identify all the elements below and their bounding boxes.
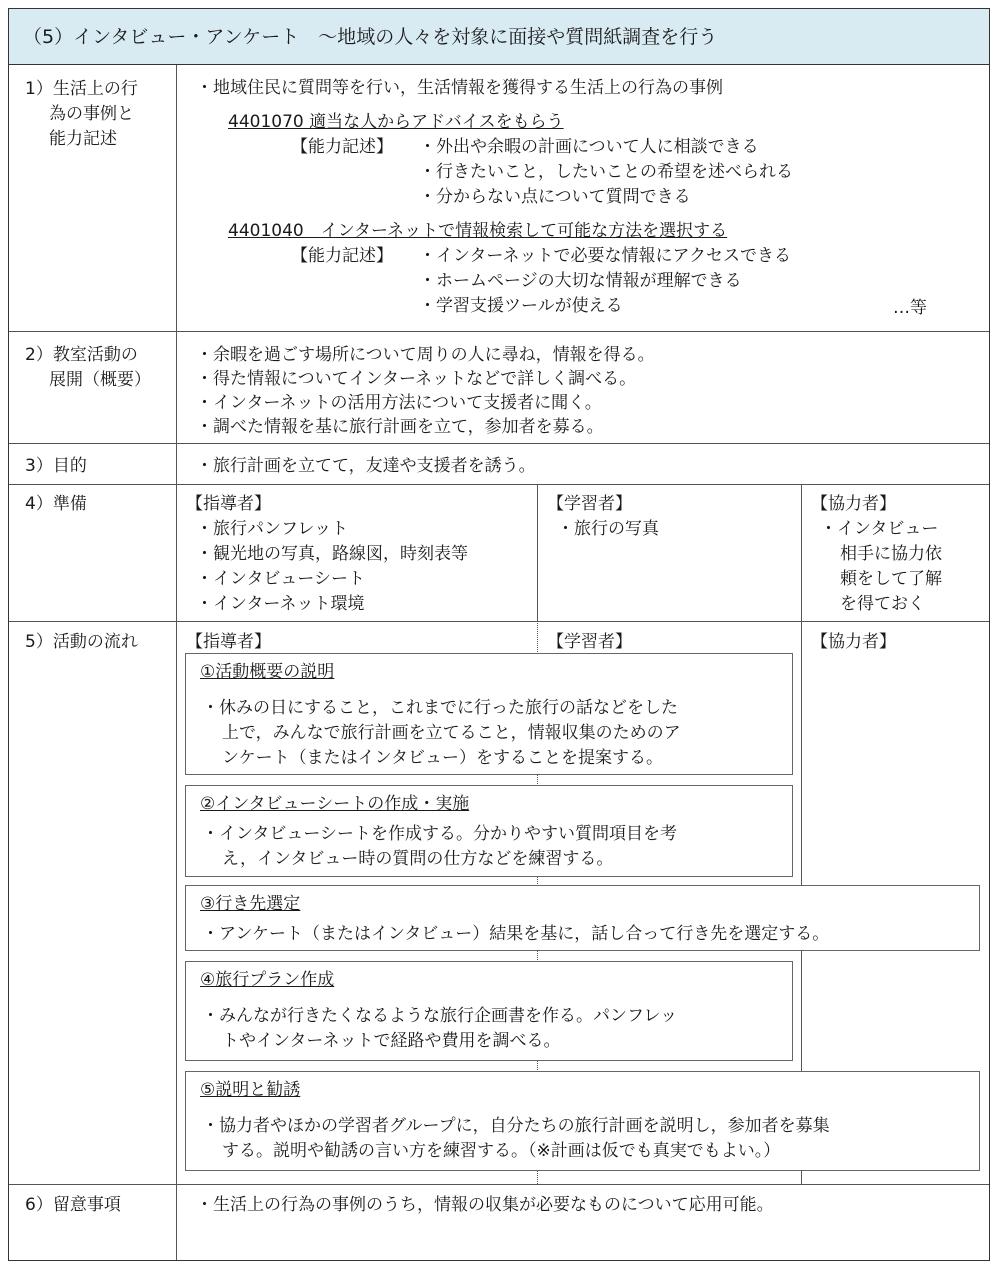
prep-item: ・旅行パンフレット: [196, 519, 349, 539]
etc-mark: …等: [893, 298, 927, 318]
step-title: ③行き先選定: [200, 894, 301, 914]
label-line: 2）教室活動の: [25, 345, 138, 365]
overview-item: ・得た情報についてインターネットなどで詳しく調べる。: [196, 369, 637, 389]
label-column-divider: [176, 65, 177, 1260]
label-line: 1）生活上の行: [25, 79, 138, 99]
step-title: ①活動概要の説明: [200, 662, 335, 682]
prep-item: ・旅行の写真: [557, 519, 659, 539]
document-table: [8, 8, 990, 1261]
ability-item: ・ホームページの大切な情報が理解できる: [419, 271, 742, 291]
example-heading: 4401070 適当な人からアドバイスをもらう: [228, 112, 564, 132]
step-title: ②インタビューシートの作成・実施: [200, 794, 470, 814]
step-box: [185, 885, 980, 951]
overview-item: ・インターネットの活用方法について支援者に聞く。: [196, 393, 602, 413]
cooperator-heading: 【協力者】: [811, 632, 896, 652]
step-line: ンケート（またはインタビュー）をすることを提案する。: [222, 748, 663, 768]
cooperator-heading: 【協力者】: [811, 494, 896, 514]
step-title: ⑤説明と勧誘: [200, 1080, 301, 1100]
step-box: [185, 961, 793, 1061]
step-box: [185, 785, 793, 877]
ability-item: ・外出や余暇の計画について人に相談できる: [419, 137, 759, 157]
column-divider: [537, 484, 538, 621]
step-line: ・みんなが行きたくなるような旅行企画書を作る。パンフレッ: [202, 1006, 678, 1026]
ability-tag: 【能力記述】: [291, 137, 393, 157]
overview-item: ・余暇を過ごす場所について周りの人に尋ね，情報を得る。: [196, 345, 655, 365]
cooperator-line: 相手に協力依: [840, 544, 942, 564]
step-line: ・休みの日にすること，これまでに行った旅行の話などをした: [202, 698, 678, 718]
row-divider: [9, 1184, 989, 1185]
section-4-label: 4）準備: [25, 494, 87, 514]
step-box: [185, 1071, 980, 1171]
notes-text: ・生活上の行為の事例のうち，情報の収集が必要なものについて応用可能。: [196, 1195, 774, 1215]
row-divider: [9, 331, 989, 332]
row-divider: [9, 484, 989, 485]
label-line: 展開（概要）: [49, 370, 151, 390]
section-5-label: 5）活動の流れ: [25, 632, 138, 652]
prep-item: ・インタビューシート: [196, 569, 365, 589]
step-title: ④旅行プラン作成: [200, 970, 335, 990]
ability-item: ・学習支援ツールが使える: [419, 296, 623, 316]
step-line: ・アンケート（またはインタビュー）結果を基に，話し合って行き先を選定する。: [202, 924, 830, 944]
step-line: 上で，みんなで旅行計画を立てること，情報収集のためのア: [222, 723, 681, 743]
page-title: （5）インタビュー・アンケート ～地域の人々を対象に面接や質問紙調査を行う: [9, 9, 989, 65]
step-line: ・協力者やほかの学習者グループに，自分たちの旅行計画を説明し，参加者を募集: [202, 1116, 830, 1136]
step-text: [202, 822, 677, 872]
step-text: [202, 922, 829, 947]
example-heading: 4401040 インターネットで情報検索して可能な方法を選択する: [228, 221, 728, 241]
section-3-label: 3）目的: [25, 456, 87, 476]
step-line: トやインターネットで経路や費用を調べる。: [222, 1031, 561, 1051]
section-1-intro: ・地域住民に質問等を行い，生活情報を獲得する生活上の行為の事例: [196, 78, 723, 98]
instructor-heading: 【指導者】: [186, 494, 271, 514]
cooperator-line: を得ておく: [840, 594, 925, 614]
cooperator-line: ・インタビュー: [820, 519, 939, 539]
step-line: する。説明や勧誘の言い方を練習する。（※計画は仮でも真実でもよい。）: [222, 1141, 781, 1161]
overview-item: ・調べた情報を基に旅行計画を立て，参加者を募る。: [196, 417, 604, 437]
step-text: [202, 696, 681, 771]
section-2-label: [25, 343, 175, 393]
prep-item: ・観光地の写真，路線図，時刻表等: [196, 544, 468, 564]
prep-item: ・インターネット環境: [196, 594, 365, 614]
step-text: [202, 1114, 830, 1164]
step-line: ・インタビューシートを作成する。分かりやすい質問項目を考: [202, 824, 677, 844]
step-line: え，インタビュー時の質問の仕方などを練習する。: [222, 849, 614, 869]
ability-tag: 【能力記述】: [291, 246, 393, 266]
label-line: 為の事例と: [49, 104, 134, 124]
row-divider: [9, 443, 989, 444]
cooperator-line: 頼をして了解: [840, 569, 942, 589]
section-6-label: 6）留意事項: [25, 1195, 121, 1215]
step-box: [185, 653, 793, 775]
ability-item: ・行きたいこと，したいことの希望を述べられる: [419, 162, 793, 182]
step-text: [202, 1004, 677, 1054]
label-line: 能力記述: [49, 129, 117, 149]
ability-item: ・分からない点について質問できる: [419, 187, 691, 207]
purpose-text: ・旅行計画を立てて，友達や支援者を誘う。: [196, 456, 536, 476]
learner-heading: 【学習者】: [547, 494, 632, 514]
row-divider: [9, 621, 989, 622]
learner-heading: 【学習者】: [547, 632, 632, 652]
column-divider: [801, 484, 802, 621]
section-1-label: [25, 77, 175, 152]
ability-item: ・インターネットで必要な情報にアクセスできる: [419, 246, 791, 266]
instructor-heading: 【指導者】: [186, 632, 271, 652]
